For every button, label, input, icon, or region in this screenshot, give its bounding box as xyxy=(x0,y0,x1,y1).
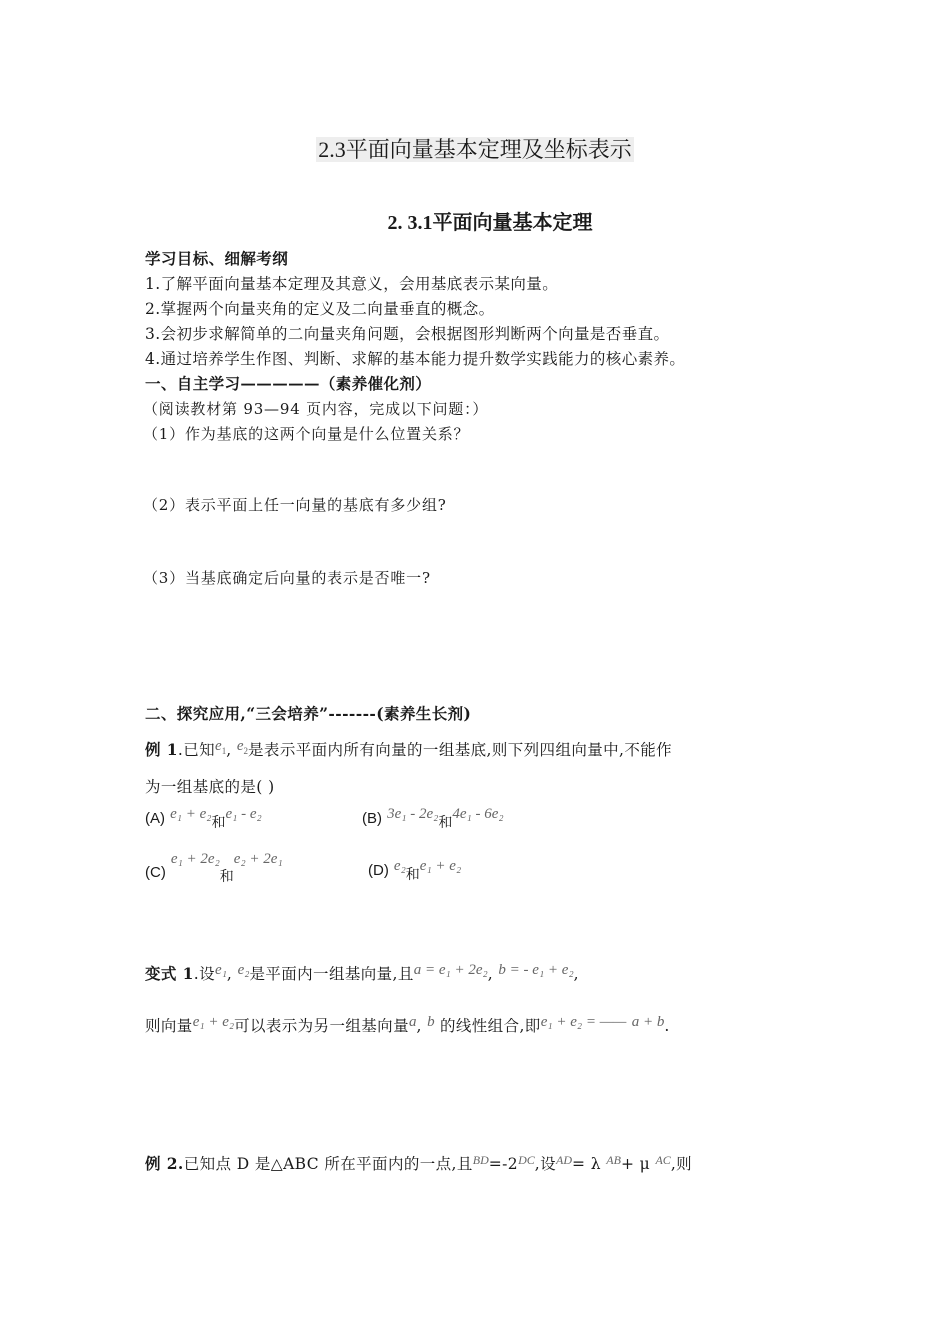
question-item: （3）当基底确定后向量的表示是否唯一? xyxy=(143,569,431,587)
self-study-intro: （阅读教材第 93—94 页内容，完成以下问题：） xyxy=(143,400,489,418)
objective-item: 3.会初步求解简单的二向量夹角问题，会根据图形判断两个向量是否垂直。 xyxy=(145,325,670,343)
variant1-line2: 则向量e₁ + e₂可以表示为另一组基向量a, b 的线性组合,即e₁ + e₂ = —— a + b. xyxy=(145,1014,670,1035)
variant1-line1: 变式 1.设e₁, e₂是平面内一组基向量,且a = e₁ + 2e₂, b = - e₁ + e₂, xyxy=(145,962,579,983)
objective-item: 2.掌握两个向量夹角的定义及二向量垂直的概念。 xyxy=(145,300,495,318)
example2-label: 例 2. xyxy=(145,1154,184,1173)
explore-heading: 二、探究应用,“三会培养”-------(素养生长剂) xyxy=(145,704,472,723)
objective-item: 1.了解平面向量基本定理及其意义，会用基底表示某向量。 xyxy=(145,275,559,293)
vector-e2: $e_2$ xyxy=(236,738,249,756)
example1-line2: 为一组基底的是( ) xyxy=(145,778,275,796)
option-c: (C) e₁ + 2e₂和e₂ + 2e₁ xyxy=(145,851,283,885)
question-item: （1）作为基底的这两个向量是什么位置关系？ xyxy=(143,425,470,443)
example1-text2: 是表示平面内所有向量的一组基底,则下列四组向量中,不能作 xyxy=(248,741,673,759)
example1-line1: 例 1.已知$e_1$, $e_2$是表示平面内所有向量的一组基底,则下列四组向量中,不能作 xyxy=(145,738,673,759)
variant1-label: 变式 1 xyxy=(145,964,194,983)
section-title: 2. 3.1平面向量基本定理 xyxy=(387,212,593,234)
option-a: (A) e₁ + e₂和e₁ - e₂ xyxy=(145,806,262,831)
example2-line1: 例 2.已知点 D 是△ABC 所在平面内的一点,且$^{BD}=-2^{DC}$,设$^{AD}$= λ $^{AB}$+ μ $^{AC}$,则 xyxy=(145,1153,693,1173)
option-b: (B) 3e₁ - 2e₂和4e₁ - 6e₂ xyxy=(362,806,504,831)
question-item: （2）表示平面上任一向量的基底有多少组? xyxy=(143,496,447,514)
objective-item: 4.通过培养学生作图、判断、求解的基本能力提升数学实践能力的核心素养。 xyxy=(145,350,686,368)
page-title: 2.3平面向量基本定理及坐标表示 xyxy=(318,137,632,162)
objectives-heading: 学习目标、细解考纲 xyxy=(145,249,289,268)
example1-label: 例 1 xyxy=(145,740,178,759)
option-d: (D) e₂和e₁ + e₂ xyxy=(368,858,462,883)
example1-text: .已知 xyxy=(177,741,216,759)
vector-e1: $e_1$ xyxy=(215,738,227,756)
self-study-heading: 一、自主学习—————（素养催化剂） xyxy=(145,374,432,393)
